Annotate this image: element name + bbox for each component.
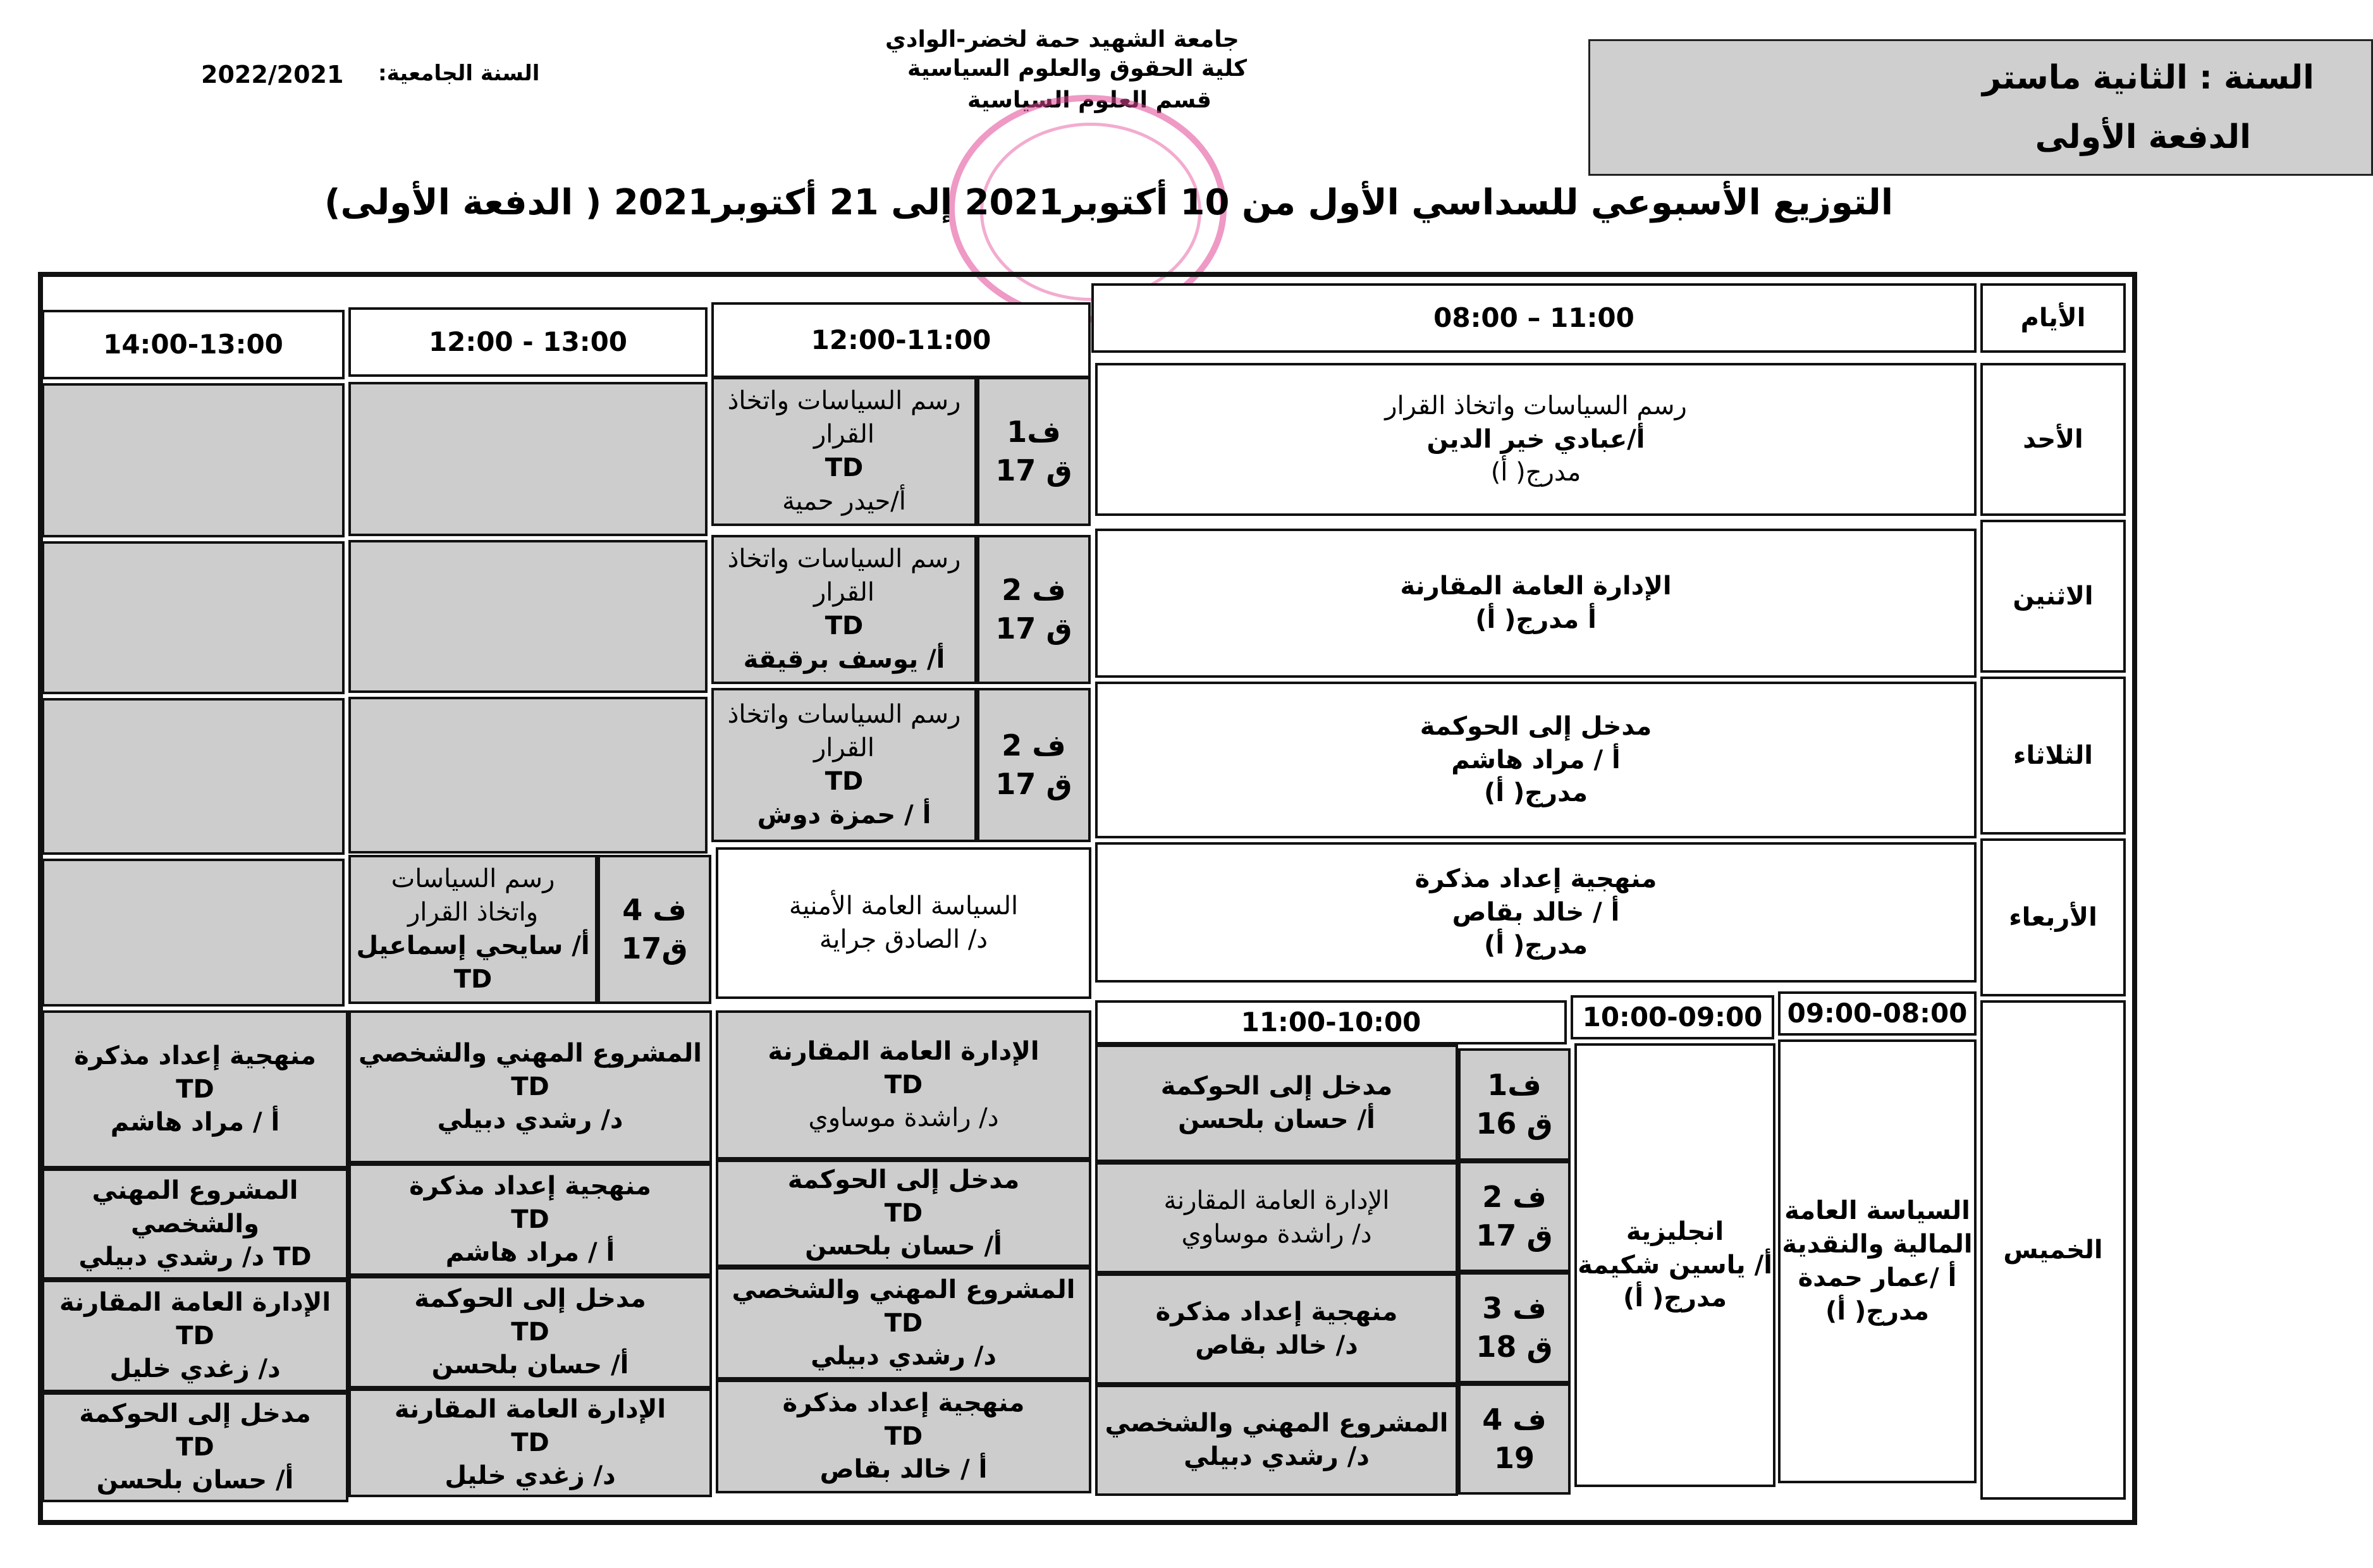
thursday-10-11-group-1: مدخل إلى الحوكمة أ/ حسان بلحسن xyxy=(1095,1044,1458,1162)
sunday-lecture: رسم السياسات واتخاذ القرار أ/عبادي خير الدين مدرج( أ) xyxy=(1095,363,1977,516)
thursday-13-14-row-2: المشروع المهني والشخصي TD د/ رشدي دبيلي xyxy=(42,1168,348,1280)
wednesday-security-policy: السياسة العامة الأمنية د/ الصادق جراية xyxy=(716,847,1091,999)
monday-lecture: الإدارة العامة المقارنة أ مدرج( أ) xyxy=(1095,529,1977,678)
tuesday-lecture: مدخل إلى الحوكمة أ / مراد هاشم مدرج( أ) xyxy=(1095,682,1977,838)
page-title: التوزيع الأسبوعي للسداسي الأول من 10 أكتوبر2021 إلى 21 أكتوبر2021 ( الدفعة الأولى) xyxy=(324,182,1894,223)
thursday-13-14-row-3: الإدارة العامة المقارنة TD د/ زغدي خليل xyxy=(42,1280,348,1392)
monday-group: ف 2 ق 17 xyxy=(977,535,1091,684)
thursday-10-11-group-4: المشروع المهني والشخصي د/ رشدي دبيلي xyxy=(1095,1385,1458,1496)
level-box xyxy=(1588,39,2373,176)
academic-year-label: السنة الجامعية: xyxy=(378,61,540,86)
days-header: الأيام xyxy=(1980,283,2126,353)
tuesday-empty-13-14 xyxy=(42,698,345,855)
sunday-empty-13-14 xyxy=(42,383,345,537)
department-name: قسم العلوم السياسية xyxy=(967,87,1211,113)
thursday-time-08-09: 09:00-08:00 xyxy=(1778,991,1977,1036)
day-thursday: الخميس xyxy=(1980,1000,2126,1500)
thursday-group-3: ف 3 ق 18 xyxy=(1458,1272,1571,1383)
thursday-12-13-row-4: الإدارة العامة المقارنة TD د/ زغدي خليل xyxy=(348,1388,712,1497)
thursday-10-11-group-3: منهجية إعداد مذكرة د/ خالد بقاص xyxy=(1095,1273,1458,1385)
day-sunday: الأحد xyxy=(1980,363,2126,516)
faculty-name: كلية الحقوق والعلوم السياسية xyxy=(907,56,1248,82)
time-header-11-12: 12:00-11:00 xyxy=(711,302,1091,378)
thursday-group-1: ف1 ق 16 xyxy=(1458,1048,1571,1161)
wednesday-empty-13-14 xyxy=(42,859,345,1007)
wednesday-group: ف 4 ق17 xyxy=(598,855,711,1004)
time-header-12-13: 13:00 - 12:00 xyxy=(348,307,708,377)
thursday-english: انجليزية أ/ ياسين شكيمة مدرج( أ) xyxy=(1574,1043,1775,1487)
thursday-time-09-10: 10:00-09:00 xyxy=(1571,995,1774,1039)
tuesday-td: رسم السياسات واتخاذ القرار TD أ / حمزة دوش xyxy=(711,688,977,842)
thursday-12-13-row-2: منهجية إعداد مذكرة TD أ / مراد هاشم xyxy=(348,1163,712,1276)
thursday-11-12-row-1: الإدارة العامة المقارنة TD د/ راشدة موساوي xyxy=(716,1010,1091,1160)
time-header-08-11: 11:00 – 08:00 xyxy=(1091,283,1977,353)
thursday-11-12-row-2: مدخل إلى الحوكمة TD أ/ حسان بلحسن xyxy=(716,1160,1091,1267)
thursday-10-11-group-2: الإدارة العامة المقارنة د/ راشدة موساوي xyxy=(1095,1162,1458,1273)
time-header-13-14: 14:00-13:00 xyxy=(42,310,345,379)
thursday-finance-policy: السياسة العامة المالية والنقدية أ /عمار حمدة مدرج( أ) xyxy=(1778,1039,1977,1483)
day-wednesday: الأربعاء xyxy=(1980,838,2126,996)
university-name: جامعة الشهيد حمة لخضر-الوادي xyxy=(885,27,1239,52)
day-monday: الاثنين xyxy=(1980,520,2126,673)
thursday-group-2: ف 2 ق 17 xyxy=(1458,1161,1571,1272)
batch-line: الدفعة الأولى xyxy=(2035,118,2251,156)
sunday-empty-12-13 xyxy=(348,382,708,536)
thursday-12-13-row-1: المشروع المهني والشخصي TD د/ رشدي دبيلي xyxy=(348,1010,712,1163)
thursday-time-10-11: 11:00-10:00 xyxy=(1095,1000,1567,1044)
tuesday-empty-12-13 xyxy=(348,697,708,854)
day-tuesday: الثلاثاء xyxy=(1980,677,2126,835)
sunday-group: ف1 ق 17 xyxy=(977,377,1091,526)
monday-empty-13-14 xyxy=(42,541,345,694)
thursday-13-14-row-1: منهجية إعداد مذكرة TD أ / مراد هاشم xyxy=(42,1010,348,1168)
tuesday-group: ف 2 ق 17 xyxy=(977,688,1091,842)
sunday-td: رسم السياسات واتخاذ القرار TD أ/حيدر حمية xyxy=(711,377,977,526)
thursday-13-14-row-4: مدخل إلى الحوكمة TD أ/ حسان بلحسن xyxy=(42,1392,348,1502)
level-line: السنة : الثانية ماستر xyxy=(1982,59,2314,97)
thursday-group-4: ف 4 19 xyxy=(1458,1383,1571,1495)
monday-empty-12-13 xyxy=(348,540,708,693)
thursday-11-12-row-3: المشروع المهني والشخصي TD د/ رشدي دبيلي xyxy=(716,1267,1091,1380)
academic-year-value: 2022/2021 xyxy=(201,61,344,89)
monday-td: رسم السياسات واتخاذ القرار TD أ/ يوسف برقيقة xyxy=(711,535,977,684)
thursday-11-12-row-4: منهجية إعداد مذكرة TD أ / خالد بقاص xyxy=(716,1380,1091,1493)
wednesday-td: رسم السياسات واتخاذ القرار أ/ سايحي إسماعيل TD xyxy=(348,855,598,1004)
thursday-12-13-row-3: مدخل إلى الحوكمة TD أ/ حسان بلحسن xyxy=(348,1276,712,1388)
wednesday-lecture: منهجية إعداد مذكرة أ / خالد بقاص مدرج( أ) xyxy=(1095,842,1977,983)
